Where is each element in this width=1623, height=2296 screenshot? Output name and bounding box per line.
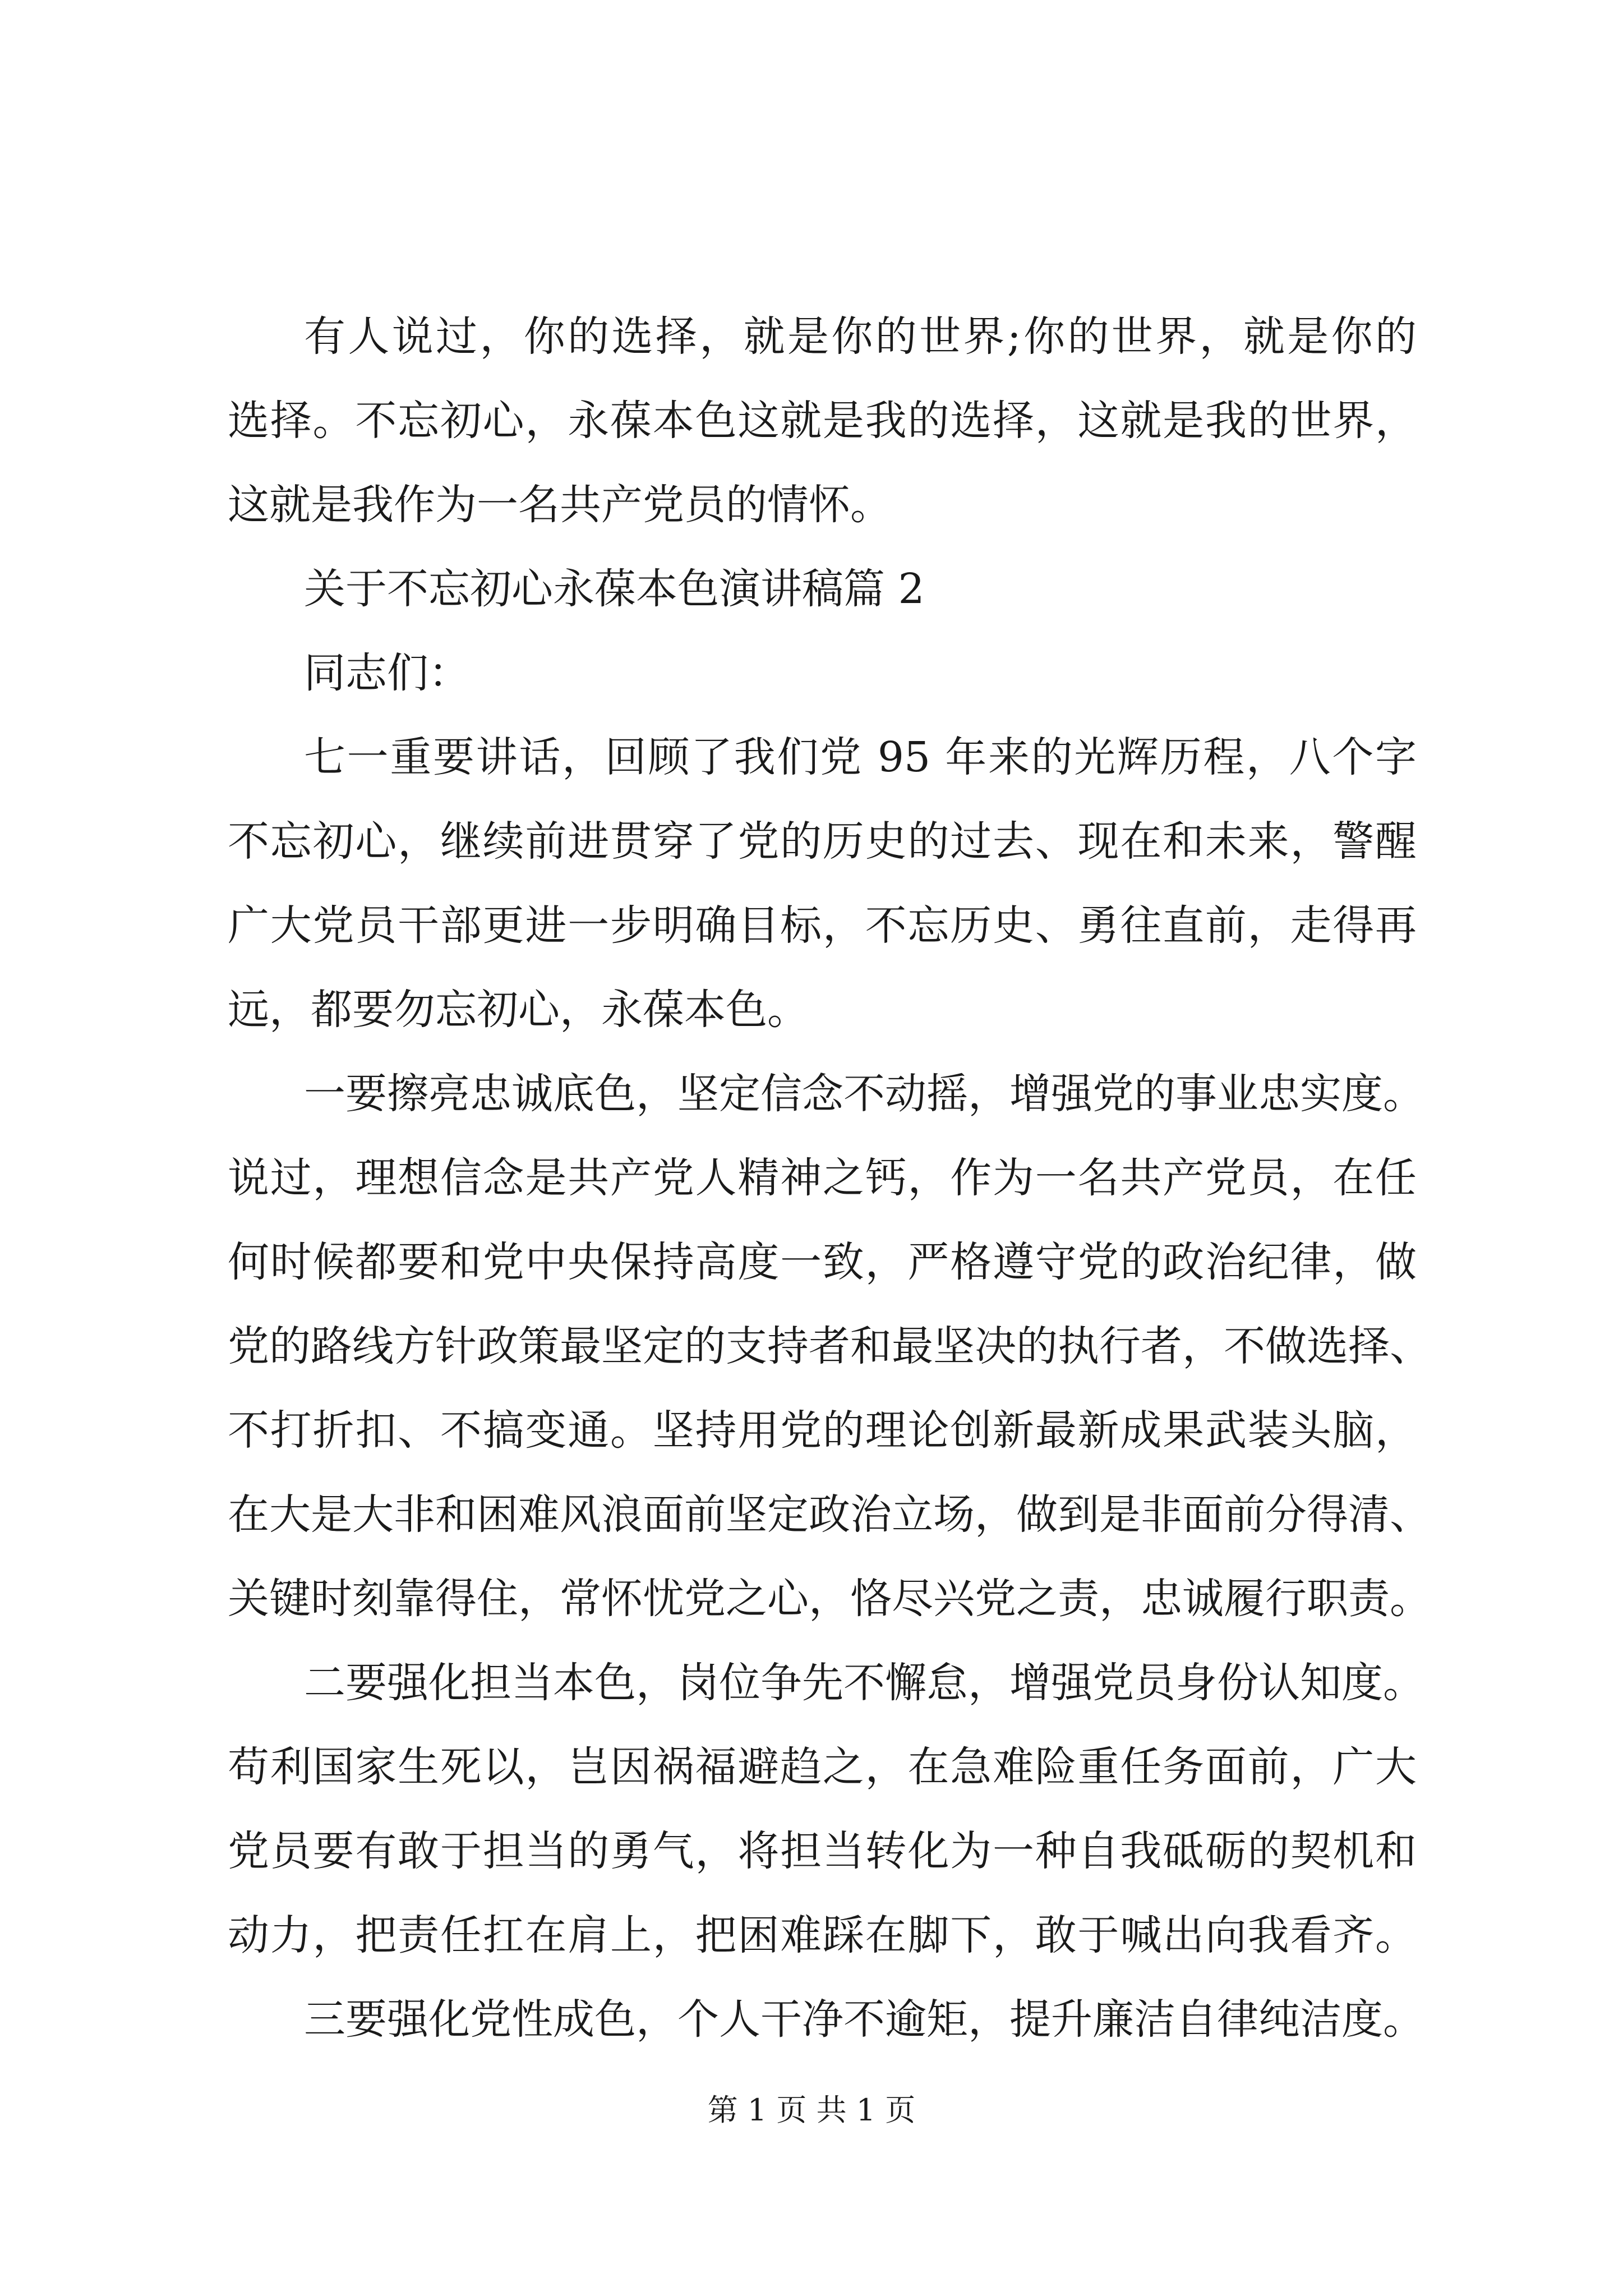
paragraph-line: 三要强化党性成色，个人干净不逾矩，提升廉洁自律纯洁度。 bbox=[304, 1995, 1424, 2044]
paragraph-line: 党的路线方针政策最坚定的支持者和最坚决的执行者，不做选择、 bbox=[228, 1322, 1431, 1370]
paragraph-line: 选择。不忘初心，永葆本色这就是我的选择，这就是我的世界， bbox=[228, 397, 1417, 445]
paragraph-line: 七一重要讲话，回顾了我们党 95 年来的光辉历程，八个字 bbox=[304, 733, 1417, 781]
paragraph-line: 苟利国家生死以，岂因祸福避趋之，在急难险重任务面前，广大 bbox=[228, 1743, 1417, 1791]
paragraph-line: 这就是我作为一名共产党员的情怀。 bbox=[228, 481, 892, 529]
paragraph-line: 说过，理想信念是共产党人精神之钙，作为一名共产党员，在任 bbox=[228, 1154, 1417, 1202]
page-footer bbox=[0, 2088, 1623, 2133]
paragraph-line: 动力，把责任扛在肩上，把困难踩在脚下，敢于喊出向我看齐。 bbox=[228, 1911, 1417, 1959]
paragraph-line: 党员要有敢于担当的勇气，将担当转化为一种自我砥砺的契机和 bbox=[228, 1827, 1417, 1875]
paragraph-line: 关键时刻靠得住，常怀忧党之心，恪尽兴党之责，忠诚履行职责。 bbox=[228, 1575, 1431, 1623]
paragraph-line: 一要擦亮忠诚底色，坚定信念不动摇，增强党的事业忠实度。 bbox=[304, 1070, 1424, 1118]
paragraph-line: 在大是大非和困难风浪面前坚定政治立场，做到是非面前分得清、 bbox=[228, 1490, 1431, 1539]
paragraph-line: 远，都要勿忘初心，永葆本色。 bbox=[228, 986, 809, 1034]
section-heading: 关于不忘初心永葆本色演讲稿篇 2 bbox=[304, 565, 925, 613]
paragraph-line: 何时候都要和党中央保持高度一致，严格遵守党的政治纪律，做 bbox=[228, 1238, 1417, 1286]
paragraph-line: 二要强化担当本色，岗位争先不懈怠，增强党员身份认知度。 bbox=[304, 1659, 1424, 1707]
paragraph-line: 不打折扣、不搞变通。坚持用党的理论创新最新成果武装头脑， bbox=[228, 1406, 1417, 1455]
paragraph-line: 不忘初心，继续前进贯穿了党的历史的过去、现在和未来，警醒 bbox=[228, 817, 1417, 866]
page-number-label: 第 1 页 共 1 页 bbox=[707, 2092, 916, 2128]
paragraph-line: 广大党员干部更进一步明确目标，不忘历史、勇往直前，走得再 bbox=[228, 901, 1417, 950]
paragraph-line: 有人说过，你的选择，就是你的世界;你的世界，就是你的 bbox=[304, 312, 1417, 361]
salutation: 同志们： bbox=[304, 649, 470, 697]
